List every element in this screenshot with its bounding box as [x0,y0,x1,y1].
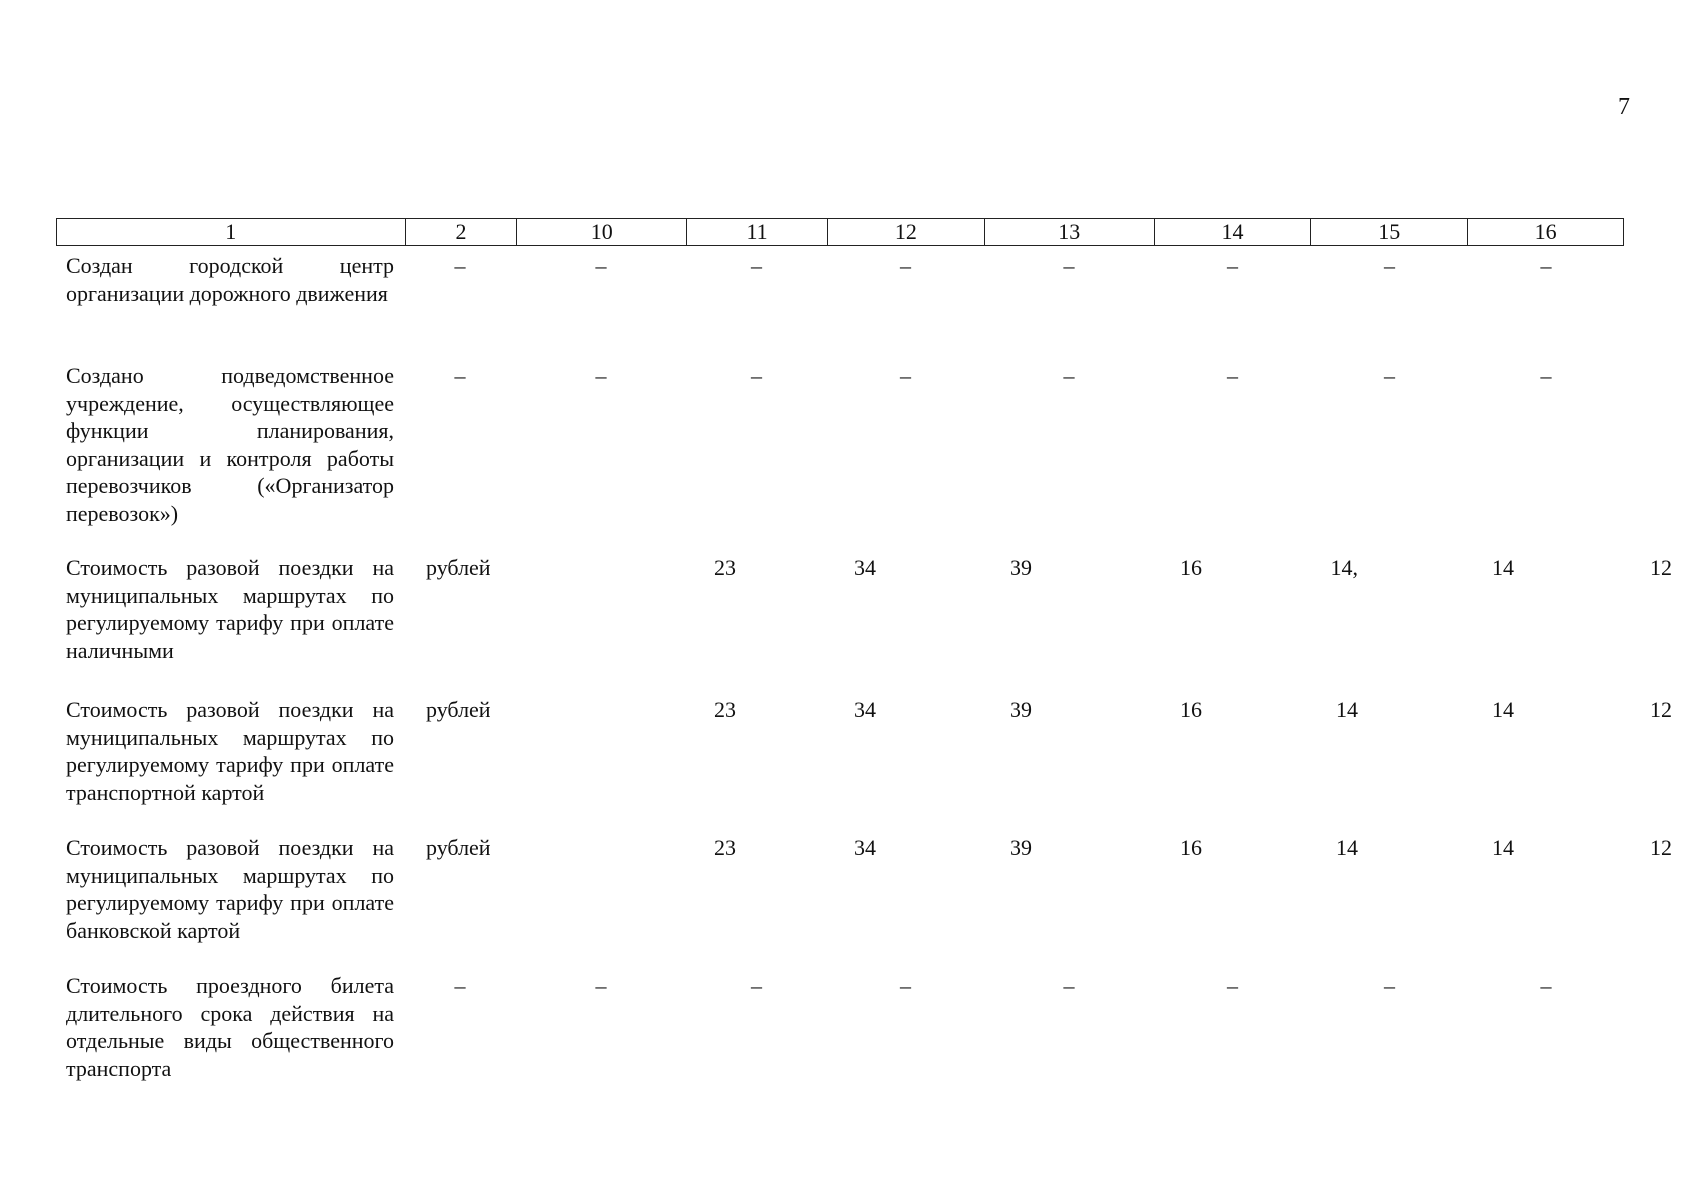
value-cell: 16 [1180,835,1202,860]
header-cell-10: 10 [516,219,686,245]
unit-cell: рублей [426,835,491,860]
page-number: 7 [1618,94,1630,120]
value-cell: – [751,253,762,278]
header-cell-16: 16 [1467,219,1623,245]
value-cell: – [900,253,911,278]
value-cell: 39 [1010,697,1032,722]
value-cell: 12 [1650,697,1672,722]
header-cell-12: 12 [827,219,984,245]
value-cell: 14 [1336,835,1358,860]
unit-cell: – [454,253,466,278]
table-header-row [56,218,1624,246]
value-cell: – [595,973,607,998]
value-cell: – [1063,363,1075,388]
value-cell: 39 [1010,555,1032,580]
value-cell: 23 [714,697,736,722]
header-cell-13: 13 [984,219,1154,245]
value-cell: – [1227,253,1238,278]
value-cell: 12 [1650,835,1672,860]
value-cell: 14 [1336,697,1358,722]
value-cell: – [595,363,607,388]
value-cell: – [1384,253,1395,278]
value-cell: 34 [854,697,876,722]
value-cell: 12 [1650,555,1672,580]
value-cell: 23 [714,555,736,580]
header-cell-11: 11 [686,219,827,245]
header-cell-1: 1 [225,219,237,244]
row-label: Стоимость разовой поездки на муниципальных маршрутах по регулируемому тарифу при оплате наличными [66,555,394,663]
value-cell: – [1227,973,1238,998]
value-cell: – [900,973,911,998]
row-label: Стоимость проездного билета длительного срока действия на отдельные виды общественного транспорта [66,973,394,1081]
unit-cell: – [454,363,466,388]
value-cell: 34 [854,555,876,580]
unit-cell: – [454,973,466,998]
value-cell: – [595,253,607,278]
row-label: Создан городской центр организации дорожного движения [66,253,394,306]
row-label: Стоимость разовой поездки на муниципальных маршрутах по регулируемому тарифу при оплате банковской картой [66,835,394,943]
header-cell-15: 15 [1310,219,1467,245]
value-cell: – [1384,973,1395,998]
value-cell: – [1540,973,1552,998]
value-cell: – [751,363,762,388]
value-cell: 39 [1010,835,1032,860]
unit-cell: рублей [426,555,491,580]
header-cell-2: 2 [405,219,517,245]
row-label: Стоимость разовой поездки на муниципальных маршрутах по регулируемому тарифу при оплате транспортной картой [66,697,394,805]
value-cell: 23 [714,835,736,860]
value-cell: – [900,363,911,388]
value-cell: 14 [1492,555,1514,580]
value-cell: 16 [1180,555,1202,580]
value-cell: – [1063,253,1075,278]
unit-cell: рублей [426,697,491,722]
value-cell: – [1227,363,1238,388]
value-cell: 34 [854,835,876,860]
header-cell-14: 14 [1154,219,1311,245]
value-cell: – [1540,363,1552,388]
value-cell: – [1384,363,1395,388]
value-cell: 14 [1492,697,1514,722]
value-cell: 14, [1330,555,1358,580]
value-cell: 14 [1492,835,1514,860]
value-cell: 16 [1180,697,1202,722]
value-cell: – [1063,973,1075,998]
value-cell: – [1540,253,1552,278]
row-label: Создано подведомственное учреждение, осуществляющее функции планирования, организации и контроля работы перевозчиков («Организатор перевозок») [66,363,394,526]
value-cell: – [751,973,762,998]
